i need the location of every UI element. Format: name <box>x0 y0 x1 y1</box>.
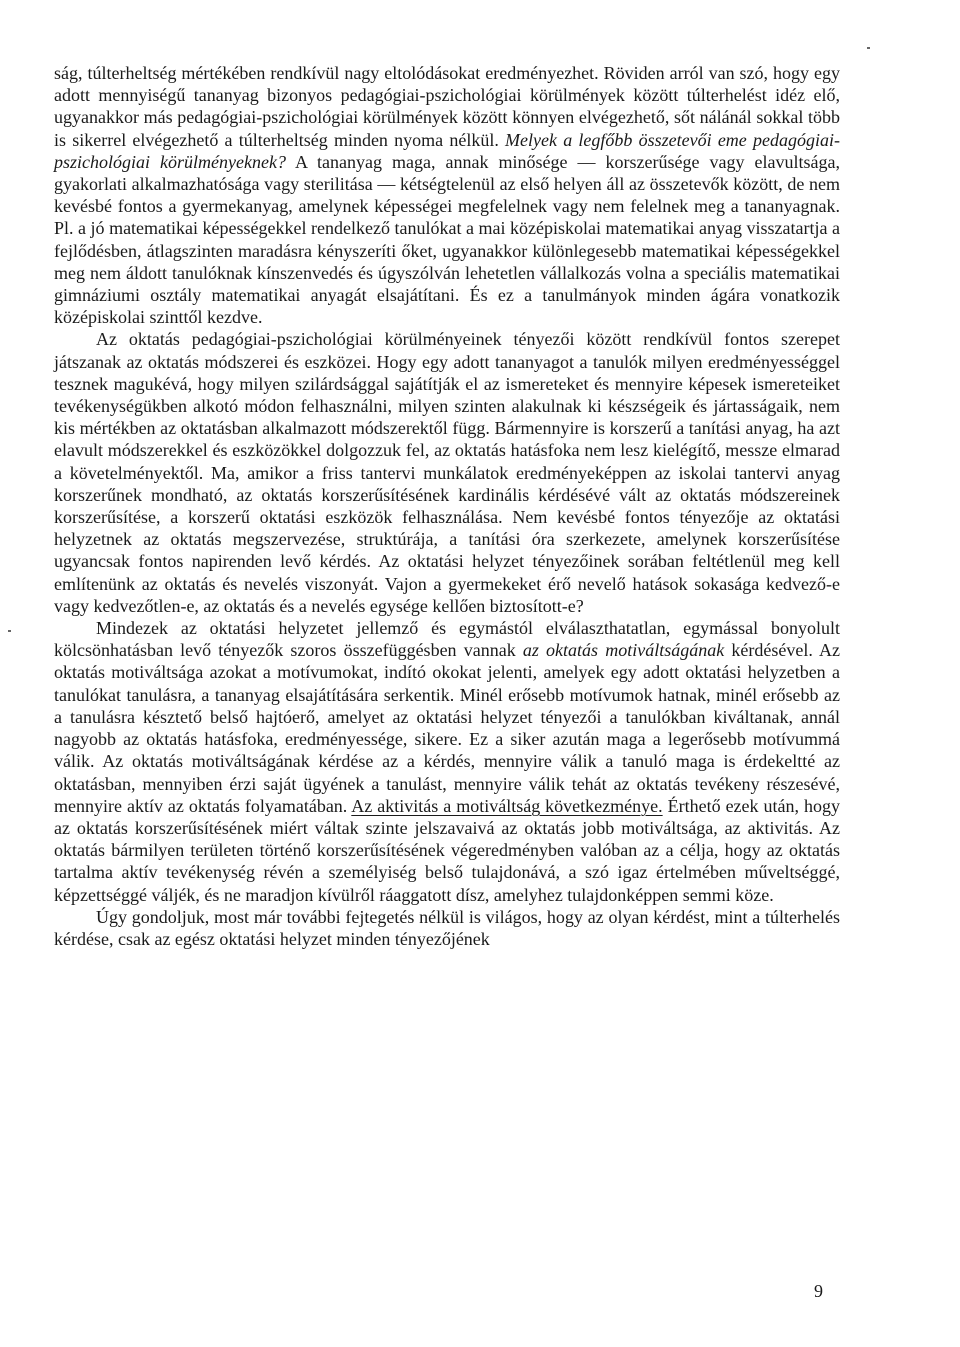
paragraph-4 <box>54 906 840 950</box>
page-number: 9 <box>814 1281 823 1301</box>
paragraph-3-text-end: Érthető ezek után, hogy az oktatás korszerűsítésének miért váltak szinte jelszavaivá az oktatás jobb motiváltsága, az aktivitás. Az oktatás bármilyen területen történő korszerűsítésének végeredményben valóban az a célja, hogy az oktatás tartalma aktív tevékenység révén a személyiség belső tulajdonává, a szó igaz értelmében műveltséggé, képzettséggé váljék, és ne maradjon kívülről ráaggatott dísz, amelyhez tulajdonképpen semmi köze. <box>54 795 840 905</box>
paragraph-3-text-continued: kérdésével. Az oktatás motiváltsága azokat a motívumokat, indító okokat jelenti, amelyek egy adott oktatási helyzetben a tanulókat tanulásra, a tananyag elsajátítására serkentik. Minél erősebb motívumok hatnak, minél erősebb az a tanulásra késztető belső hajtóerő, amelyet az oktatási helyzet tényezői a tanulókban kiváltanak, annál nagyobb az oktatás hatásfoka, eredményessége, sikere. Ez a siker azután maga a legerősebb motívummá válik. Az oktatás motiváltságának kérdése az a kérdés, mennyire válik a tanuló maga is érdekeltté az oktatásban, mennyiben érzi saját ügyének a tanulást, mennyire válik tehát az oktatás tevékeny részesévé, mennyire aktív az oktatás folyamatában. <box>54 640 840 816</box>
paragraph-1-question: Melyek a legfőbb összetevői eme pedagógiai-pszichológiai körülményeknek? <box>54 129 840 172</box>
scan-speck <box>867 47 870 49</box>
document-body <box>54 62 840 950</box>
paragraph-3 <box>54 617 840 906</box>
paragraph-2-text: Az oktatás pedagógiai-pszichológiai körülményeinek tényezői között rendkívül fontos szerepet játszanak az oktatás módszerei és eszközei. Hogy egy adott tananyagot a tanulók milyen eredményességgel tesznek magukévá, hogy milyen szilárdsággal sajátítják el az ismereteket és mennyire képesek ismereteiket tevékenységükben alkotó módon felhasználni, milyen szinten alakulnak ki készségeik és jártasságaik, nem kis mértékben az oktatásban alkalmazott módszerektől függ. Bármennyire is korszerű a tanítási anyag, ha azt elavult módszerekkel és eszközökkel dolgozzuk fel, az oktatás hatásfoka nem lesz kielégítő, messze elmarad a követelményektől. Ma, amikor a friss tantervi munkálatok eredményeképpen az iskolai tantervi anyag korszerűnek mondható, az oktatás korszerűsítésének kardinális kérdésévé vált az oktatás módszereinek korszerűsítése, a korszerű oktatási eszközök felhasználása. Nem kevésbé fontos tényezője az oktatási helyzetnek az oktatás megszervezése, struktúrája, a tanítási óra szerkezete, amelynek korszerűsítése ugyancsak fontos napirenden levő kérdés. Az oktatási helyzet tényezőinek sorában feltétlenül meg kell említenünk az oktatás és nevelés viszonyát. Vajon a gyermekeket érő nevelő hatások sokasága kedvező-e vagy kedvezőtlen-e, az oktatás és a nevelés egysége kellően biztosított-e? <box>54 329 840 616</box>
paragraph-2 <box>54 328 840 617</box>
paragraph-3-text: Mindezek az oktatási helyzetet jellemző és egymástól elválaszthatatlan, egymással bonyolult kölcsönhatásban levő tényezők szoros összefüggésben vannak <box>54 618 840 661</box>
paragraph-1 <box>54 62 840 328</box>
scan-speck <box>8 630 11 632</box>
paragraph-1-text-continued: A tananyag maga, annak minősége — korszerűsége vagy elavultsága, gyakorlati alkalmazhatósága vagy sterilitása — kétségtelenül az első helyen áll az összetevők között, de nem kevésbé fontos a gyermekanyag, amelynek képességei megfelelnek vagy nem felelnek meg a tananyagnak. Pl. a jó matematikai képességekkel rendelkező tanulókat a mai középiskolai matematikai anyag visszatartja a fejlődésben, átlagszinten maradásra kényszeríti őket, ugyanakkor különlegesebb matematikai képességekkel meg nem áldott tanulóknak kínszenvedés és úgyszólván lehetetlen vállalkozás volna a speciális matematikai gimnáziumi osztály matematikai anyagát elsajátítani. És ez a tanulmányok minden ágára vonatkozik középiskolai szinttől kezdve. <box>54 151 840 328</box>
paragraph-1-text: ság, túlterheltség mértékében rendkívül nagy eltolódásokat eredményezhet. Röviden arról van szó, hogy egy adott mennyiségű tananyag bizonyos pedagógiai-pszichológiai körülmények között túlterhelést idéz elő, ugyanakkor más pedagógiai-pszichológiai körülmények között könnyen elvégezhető, sőt nálánál sokkal több is sikerrel elvégezhető a túlterheltség minden nyoma nélkül. <box>54 63 840 150</box>
paragraph-4-text: Úgy gondoljuk, most már további fejtegetés nélkül is világos, hogy az olyan kérdést, mint a túlterhelés kérdése, csak az egész oktatási helyzet minden tényezőjének <box>54 906 840 949</box>
paragraph-3-underlined: Az aktivitás a motiváltság következménye. <box>351 795 663 816</box>
paragraph-3-emphasis: az oktatás motiváltságának <box>522 640 725 661</box>
